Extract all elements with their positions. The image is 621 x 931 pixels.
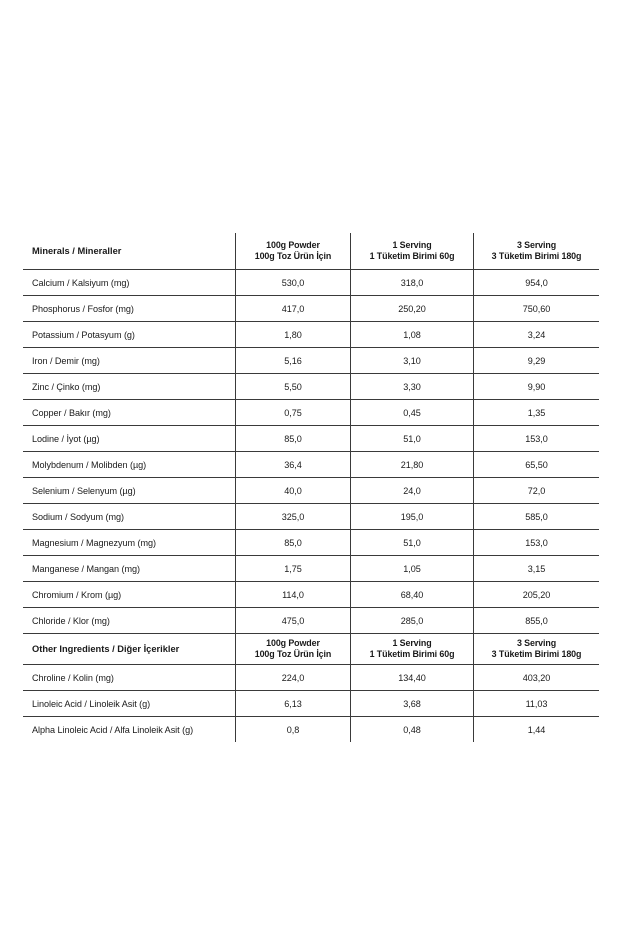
table-cell-value-v3 (474, 582, 600, 608)
table-cell-value-v2 (351, 608, 474, 634)
nutrient-value-v2: 250,20 (398, 303, 426, 314)
nutrient-label: Calcium / Kalsiyum (mg) (32, 277, 130, 288)
nutrient-value-v3: 1,44 (527, 724, 546, 735)
table-cell-value-v3 (474, 426, 600, 452)
header-label-3-serving-line2: 3 Tüketim Birimi 180g (491, 649, 582, 659)
table-cell-value-v2 (351, 296, 474, 322)
nutrient-value-v1: 0,8 (286, 724, 300, 735)
table-cell-value-v3 (474, 322, 600, 348)
nutrient-value-v3: 1,35 (527, 407, 546, 418)
table-cell-value-v2 (351, 582, 474, 608)
table-header-cell-col2 (351, 634, 474, 665)
table-row (23, 400, 600, 426)
nutrient-label: Linoleic Acid / Linoleik Asit (g) (32, 698, 151, 709)
table-cell-nutrient-name (23, 530, 236, 556)
table-cell-value-v3 (474, 717, 600, 743)
table-header-cell-col1 (236, 634, 351, 665)
nutrient-value-v1: 530,0 (281, 277, 305, 288)
nutrient-value-v2: 24,0 (403, 485, 421, 496)
table-cell-nutrient-name (23, 400, 236, 426)
header-label-1-serving-line1: 1 Serving (392, 239, 432, 250)
table-cell-value-v3 (474, 556, 600, 582)
header-label-3-serving (474, 233, 599, 269)
nutrient-value-v3: 585,0 (525, 511, 548, 522)
table-header-cell-col3 (474, 634, 600, 665)
nutrient-value-v1: 85,0 (284, 433, 302, 444)
table-cell-value-v1 (236, 374, 351, 400)
nutrient-value-v1: 6,13 (284, 698, 302, 709)
nutrient-label: Potassium / Potasyum (g) (32, 329, 135, 340)
header-label-1-serving (351, 634, 473, 664)
nutrient-value-v2: 318,0 (400, 277, 424, 288)
nutrient-label: Manganese / Mangan (mg) (32, 563, 141, 574)
table-row (23, 691, 600, 717)
nutrient-value-v3: 205,20 (522, 589, 551, 600)
nutrition-facts-table (22, 232, 600, 743)
table-header-cell-name (23, 233, 236, 270)
table-row (23, 374, 600, 400)
nutrient-value-v3: 9,90 (527, 381, 546, 392)
nutrient-value-v3: 403,20 (522, 672, 551, 683)
header-label-1-serving-line1: 1 Serving (392, 637, 432, 648)
table-cell-value-v3 (474, 374, 600, 400)
nutrient-value-v1: 85,0 (284, 537, 302, 548)
table-cell-value-v1 (236, 717, 351, 743)
table-header-cell-name (23, 634, 236, 665)
nutrient-value-v1: 5,50 (284, 381, 302, 392)
table-cell-value-v3 (474, 452, 600, 478)
table-cell-nutrient-name (23, 374, 236, 400)
header-label-category: Other Ingredients / Diğer İçerikler (32, 644, 180, 654)
nutrient-value-v2: 21,80 (400, 459, 424, 470)
table-row (23, 556, 600, 582)
header-label-3-serving-line2: 3 Tüketim Birimi 180g (491, 251, 582, 261)
table-header-cell-col3 (474, 233, 600, 270)
table-cell-nutrient-name (23, 691, 236, 717)
table-cell-value-v3 (474, 665, 600, 691)
table-cell-value-v3 (474, 691, 600, 717)
table-cell-value-v2 (351, 691, 474, 717)
table-cell-value-v3 (474, 530, 600, 556)
table-row (23, 665, 600, 691)
header-label-100g (236, 634, 350, 664)
header-label-100g-line2: 100g Toz Ürün İçin (254, 649, 332, 659)
table-header-row-minerals (23, 233, 600, 270)
table-cell-value-v2 (351, 530, 474, 556)
header-label-100g (236, 233, 350, 269)
nutrient-value-v1: 40,0 (284, 485, 302, 496)
nutrient-value-v1: 1,75 (284, 563, 302, 574)
nutrient-label: Lodine / İyot (µg) (32, 433, 100, 444)
table-cell-nutrient-name (23, 478, 236, 504)
table-cell-value-v2 (351, 478, 474, 504)
table-cell-value-v2 (351, 717, 474, 743)
header-label-100g-line1: 100g Powder (266, 637, 320, 648)
header-label-100g-line1: 100g Powder (266, 239, 320, 250)
table-cell-value-v2 (351, 452, 474, 478)
table-cell-value-v2 (351, 665, 474, 691)
nutrient-value-v3: 3,24 (527, 329, 546, 340)
nutrient-value-v2: 51,0 (403, 537, 421, 548)
nutrition-table-container (22, 232, 599, 743)
nutrient-value-v2: 134,40 (398, 672, 426, 683)
nutrient-label: Iron / Demir (mg) (32, 355, 100, 366)
header-label-category: Minerals / Mineraller (32, 246, 122, 256)
table-cell-value-v1 (236, 322, 351, 348)
nutrient-label: Selenium / Selenyum (µg) (32, 485, 136, 496)
table-cell-value-v3 (474, 348, 600, 374)
table-cell-value-v3 (474, 504, 600, 530)
table-cell-nutrient-name (23, 717, 236, 743)
nutrient-value-v1: 1,80 (284, 329, 302, 340)
nutrient-value-v1: 224,0 (281, 672, 305, 683)
nutrient-value-v2: 1,08 (403, 329, 421, 340)
table-cell-nutrient-name (23, 582, 236, 608)
nutrient-label: Zinc / Çinko (mg) (32, 381, 101, 392)
table-cell-value-v1 (236, 608, 351, 634)
table-cell-nutrient-name (23, 348, 236, 374)
nutrient-label: Sodium / Sodyum (mg) (32, 511, 124, 522)
table-cell-value-v1 (236, 348, 351, 374)
header-label-1-serving (351, 233, 473, 269)
nutrient-value-v1: 36,4 (284, 459, 302, 470)
nutrient-value-v2: 285,0 (400, 615, 424, 626)
header-label-100g-line2: 100g Toz Ürün İçin (254, 251, 332, 261)
table-cell-nutrient-name (23, 322, 236, 348)
table-cell-value-v3 (474, 270, 600, 296)
table-cell-nutrient-name (23, 426, 236, 452)
table-row (23, 582, 600, 608)
table-cell-value-v1 (236, 296, 351, 322)
table-row (23, 478, 600, 504)
table-row (23, 322, 600, 348)
table-cell-value-v1 (236, 691, 351, 717)
table-row (23, 717, 600, 743)
nutrient-value-v2: 1,05 (403, 563, 421, 574)
table-cell-nutrient-name (23, 556, 236, 582)
table-cell-value-v1 (236, 452, 351, 478)
table-cell-nutrient-name (23, 270, 236, 296)
nutrient-value-v2: 51,0 (403, 433, 421, 444)
header-label-3-serving-line1: 3 Serving (516, 239, 557, 250)
table-cell-value-v1 (236, 556, 351, 582)
nutrient-label: Phosphorus / Fosfor (mg) (32, 303, 134, 314)
nutrient-value-v3: 855,0 (525, 615, 548, 626)
table-cell-nutrient-name (23, 452, 236, 478)
table-cell-value-v1 (236, 426, 351, 452)
nutrient-label: Alpha Linoleic Acid / Alfa Linoleik Asit (g) (32, 724, 194, 735)
table-cell-value-v1 (236, 582, 351, 608)
table-cell-value-v2 (351, 400, 474, 426)
header-label-1-serving-line2: 1 Tüketim Birimi 60g (369, 251, 455, 261)
nutrient-label: Chloride / Klor (mg) (32, 615, 110, 626)
table-row (23, 426, 600, 452)
nutrient-label: Chroline / Kolin (mg) (32, 672, 114, 683)
nutrient-label: Copper / Bakır (mg) (32, 407, 111, 418)
table-row (23, 504, 600, 530)
nutrient-value-v3: 153,0 (525, 537, 548, 548)
nutrient-value-v1: 114,0 (282, 589, 304, 600)
nutrient-value-v2: 3,10 (403, 355, 421, 366)
table-row (23, 608, 600, 634)
nutrient-value-v1: 0,75 (284, 407, 302, 418)
table-subheader-row-other-ingredients (23, 634, 600, 665)
table-cell-nutrient-name (23, 504, 236, 530)
table-row (23, 348, 600, 374)
table-cell-value-v1 (236, 504, 351, 530)
nutrient-value-v3: 9,29 (527, 355, 546, 366)
nutrient-value-v1: 5,16 (284, 355, 302, 366)
table-cell-value-v3 (474, 478, 600, 504)
table-row (23, 296, 600, 322)
table-cell-value-v1 (236, 478, 351, 504)
header-label-3-serving-line1: 3 Serving (516, 637, 557, 648)
table-header-cell-col1 (236, 233, 351, 270)
nutrient-value-v3: 65,50 (525, 459, 548, 470)
nutrient-value-v3: 153,0 (525, 433, 548, 444)
table-cell-value-v2 (351, 348, 474, 374)
nutrient-value-v1: 475,0 (281, 615, 305, 626)
nutrient-value-v3: 72,0 (527, 485, 546, 496)
table-cell-value-v1 (236, 270, 351, 296)
table-cell-value-v2 (351, 426, 474, 452)
nutrient-value-v3: 11,03 (525, 698, 548, 709)
table-cell-value-v2 (351, 322, 474, 348)
table-cell-value-v3 (474, 296, 600, 322)
nutrient-value-v2: 68,40 (400, 589, 424, 600)
table-cell-value-v3 (474, 608, 600, 634)
nutrient-label: Chromium / Krom (µg) (32, 589, 122, 600)
table-row (23, 530, 600, 556)
table-cell-nutrient-name (23, 296, 236, 322)
table-cell-value-v2 (351, 374, 474, 400)
nutrient-value-v3: 954,0 (525, 277, 548, 288)
table-cell-value-v1 (236, 530, 351, 556)
nutrient-value-v2: 3,30 (403, 381, 421, 392)
nutrient-value-v2: 195,0 (400, 511, 424, 522)
nutrient-value-v2: 0,45 (403, 407, 421, 418)
table-row (23, 270, 600, 296)
table-cell-value-v2 (351, 504, 474, 530)
nutrient-value-v1: 325,0 (281, 511, 305, 522)
nutrient-value-v3: 3,15 (527, 563, 546, 574)
nutrient-label: Magnesium / Magnezyum (mg) (32, 537, 157, 548)
table-cell-value-v2 (351, 556, 474, 582)
nutrient-label: Molybdenum / Molibden (µg) (32, 459, 147, 470)
header-label-1-serving-line2: 1 Tüketim Birimi 60g (369, 649, 455, 659)
table-row (23, 452, 600, 478)
table-header-cell-col2 (351, 233, 474, 270)
nutrient-value-v1: 417,0 (281, 303, 305, 314)
table-cell-value-v1 (236, 400, 351, 426)
nutrient-value-v2: 3,68 (403, 698, 421, 709)
nutrient-value-v2: 0,48 (403, 724, 421, 735)
table-cell-nutrient-name (23, 665, 236, 691)
header-label-3-serving (474, 634, 599, 664)
table-cell-value-v3 (474, 400, 600, 426)
table-cell-nutrient-name (23, 608, 236, 634)
table-cell-value-v2 (351, 270, 474, 296)
table-cell-value-v1 (236, 665, 351, 691)
nutrient-value-v3: 750,60 (522, 303, 551, 314)
